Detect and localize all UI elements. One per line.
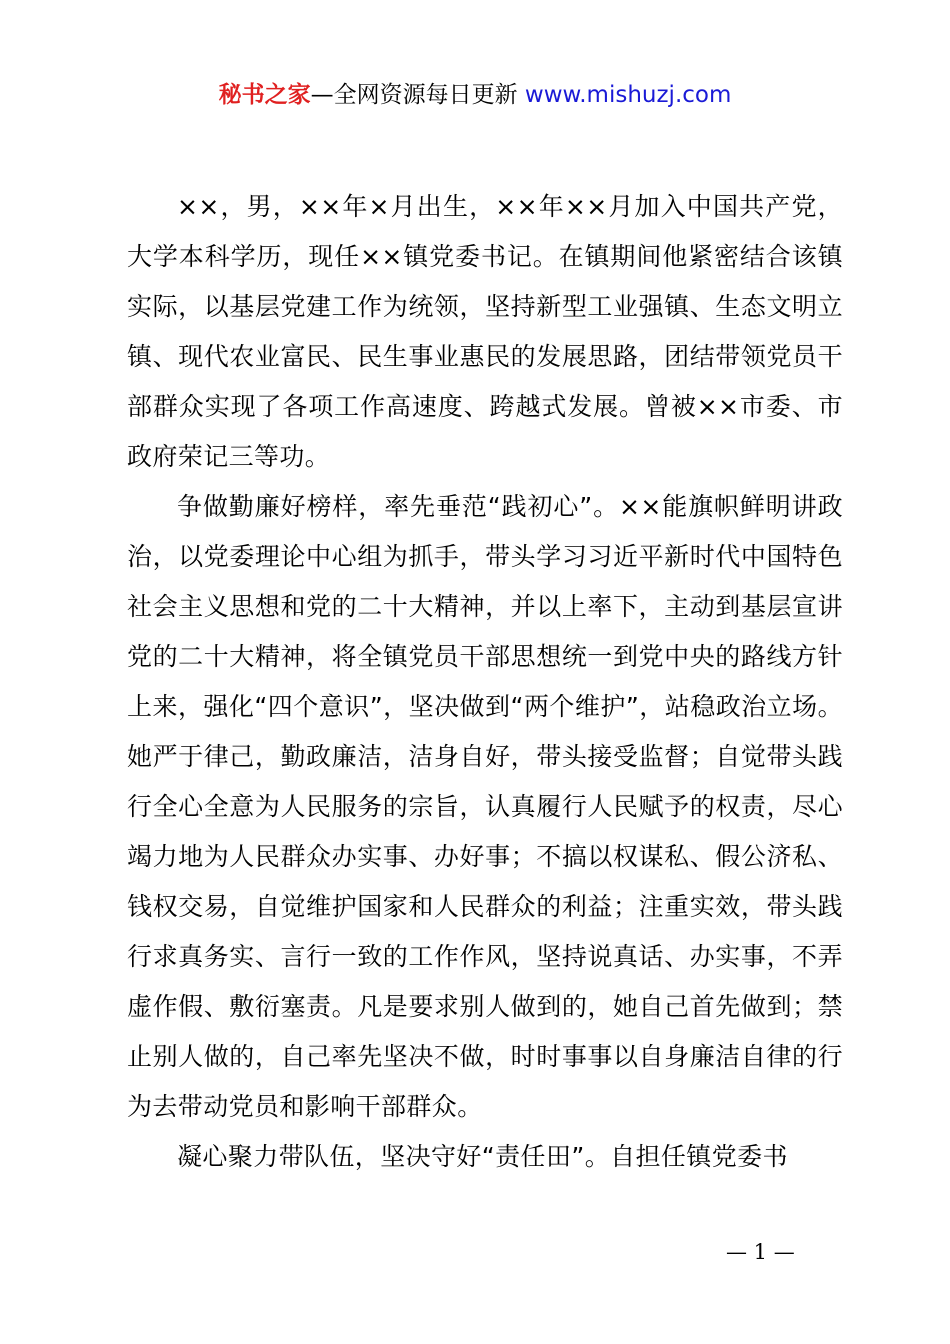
site-url-link[interactable]: www.mishuzj.com (524, 82, 732, 108)
header-tagline: —全网资源每日更新 (310, 82, 525, 108)
site-header (0, 78, 950, 112)
paragraph-team: 凝心聚力带队伍，坚决守好“责任田”。自担任镇党委书 (177, 1142, 788, 1171)
brand-name: 秘书之家 (218, 82, 311, 108)
paragraph-integrity: 争做勤廉好榜样，率先垂范“践初心”。××能旗帜鲜明讲政治，以党委理论中心组为抓手，带头学习习近平新时代中国特色社会主义思想和党的二十大精神，并以上率下，主动到基层宣讲党的二十大精神，将全镇党员干部思想统一到党中央的路线方针上来，强化“四个意识”，坚决做到“两个维护”，站稳政治立场。她严于律己，勤政廉洁，洁身自好，带头接受监督；自觉带头践行全心全意为人民服务的宗旨，认真履行人民赋予的权责，尽心竭力地为人民群众办实事、办好事；不搞以权谋私、假公济私、钱权交易，自觉维护国家和人民群众的利益；注重实效，带头践行求真务实、言行一致的工作作风，坚持说真话、办实事，不弄虚作假、敷衍塞责。凡是要求别人做到的，她自己首先做到；禁止别人做的，自己率先坚决不做，时时事事以自身廉洁自律的行为去带动党员和影响干部群众。 (127, 492, 843, 1121)
page-number: — 1 — (726, 1240, 795, 1264)
document-body (127, 182, 843, 1182)
paragraph-intro: ××，男，××年×月出生，××年××月加入中国共产党，大学本科学历，现任××镇党委书记。在镇期间他紧密结合该镇实际，以基层党建工作为统领，坚持新型工业强镇、生态文明立镇、现代农业富民、民生事业惠民的发展思路，团结带领党员干部群众实现了各项工作高速度、跨越式发展。曾被××市委、市政府荣记三等功。 (127, 192, 843, 471)
